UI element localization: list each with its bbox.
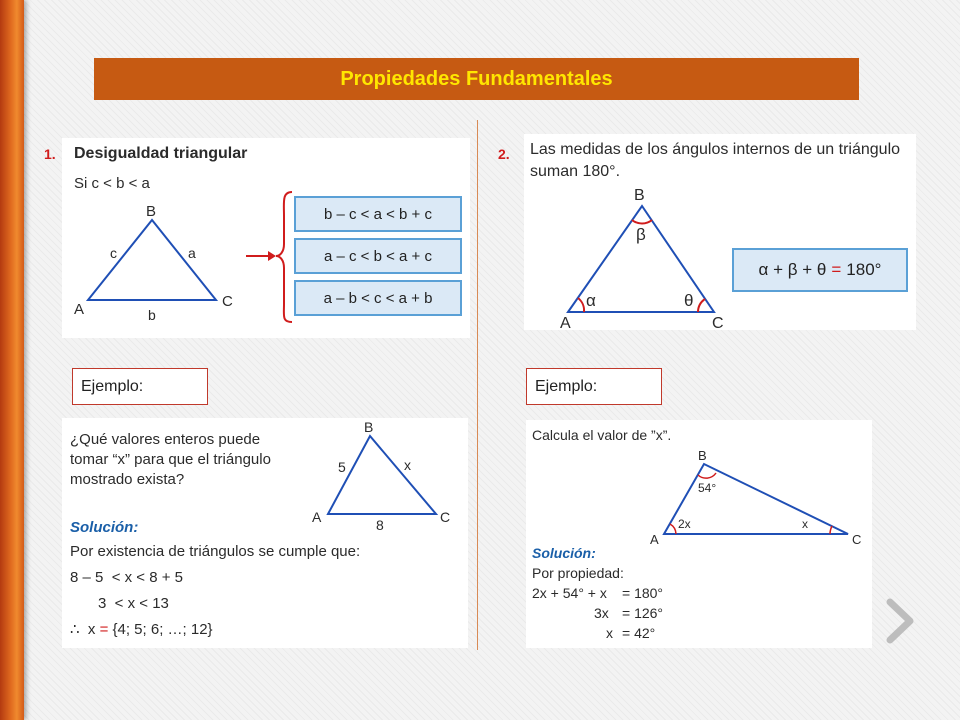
example2-solution-line4-rhs: = 42°: [622, 625, 656, 641]
example1-solution-line1: Por existencia de triángulos se cumple que:: [70, 543, 361, 560]
example2-card: [526, 420, 872, 648]
example2-solution-line4-lhs: x: [606, 625, 613, 641]
example1-solution-set: {4; 5; 6; …; 12}: [112, 621, 213, 638]
example2-angle-arc-c: [830, 526, 832, 534]
section2-statement-line1: Las medidas de los ángulos internos de un triángulo: [530, 141, 901, 158]
example1-triangle: [328, 436, 436, 514]
example2-solution-label: Solución:: [532, 545, 596, 561]
section1-number: 1.: [44, 146, 56, 162]
section2-vertex-a: A: [560, 315, 571, 330]
example1-solution-line4: [70, 620, 213, 640]
example2-angle-b: 54°: [698, 481, 717, 495]
section1-card: [44, 138, 470, 338]
section2-triangle-diagram: [524, 134, 744, 330]
example2-angle-arc-b: [698, 473, 716, 478]
example2-triangle-diagram: [526, 420, 872, 550]
example1-equals: =: [99, 621, 109, 638]
next-slide-chevron-icon[interactable]: [886, 598, 916, 644]
example2-angle-a: 2x: [678, 517, 691, 531]
section1-vertex-a: A: [74, 301, 85, 318]
example1-question-line3: mostrado exista?: [70, 471, 185, 488]
section1-vertex-c: C: [222, 293, 233, 310]
section1-arrow-head: [268, 251, 276, 261]
section2-formula-eq: =: [831, 260, 842, 279]
example2-solution-line2-rhs: = 180°: [622, 585, 664, 601]
section2-vertex-b: B: [634, 187, 645, 204]
section2-vertex-c: C: [712, 315, 724, 330]
section2-angle-theta: θ: [684, 291, 694, 310]
section1-heading: Desigualdad triangular: [74, 145, 248, 162]
section2-angle-arc-theta: [698, 299, 705, 312]
example1-question-line2: tomar “x” para que el triángulo: [70, 451, 271, 468]
section1-condition: Si c < b < a: [74, 175, 150, 192]
column-divider: [477, 120, 478, 650]
example1-solution-label: Solución:: [70, 519, 139, 536]
example1-side-bc: x: [404, 457, 411, 473]
example1-therefore-x: ∴ x: [70, 621, 96, 638]
example1-side-ac: 8: [376, 517, 384, 533]
example1-vertex-c: C: [440, 509, 451, 525]
example2-angle-arc-a: [670, 524, 676, 534]
section2-card: [498, 134, 916, 330]
section2-angle-alpha: α: [586, 291, 596, 310]
example1-label: Ejemplo:: [72, 368, 208, 405]
example1-card: [62, 418, 468, 648]
example2-vertex-b: B: [698, 448, 707, 463]
example2-solution-line2-lhs: 2x + 54° + x: [532, 585, 607, 601]
example2-label: Ejemplo:: [526, 368, 662, 405]
example2-solution-line1: Por propiedad:: [532, 565, 624, 581]
example1-question-line1: ¿Qué valores enteros puede: [70, 431, 261, 448]
section2-formula-rhs: 180°: [846, 260, 882, 279]
section2-number: 2.: [498, 146, 510, 162]
section2-formula-lhs: α + β + θ: [758, 260, 827, 279]
section1-side-b: b: [148, 307, 156, 323]
example2-vertex-a: A: [650, 532, 659, 547]
example2-solution-line3-lhs: 3x: [594, 605, 609, 621]
example1-side-ab: 5: [338, 459, 346, 475]
section1-inequality-1: b – c < a < b + c: [294, 196, 462, 232]
section2-angle-arc-beta: [632, 220, 652, 224]
section1-brace: [276, 192, 292, 322]
slide-title: Propiedades Fundamentales: [94, 58, 859, 100]
example2-question: Calcula el valor de ”x”.: [532, 427, 672, 443]
example2-triangle: [664, 464, 848, 534]
example1-solution-line2: 8 – 5 < x < 8 + 5: [70, 569, 183, 586]
example1-vertex-b: B: [364, 419, 374, 435]
section1-side-c: c: [110, 245, 117, 261]
example2-angle-c: x: [802, 517, 808, 531]
section2-angle-beta: β: [636, 225, 646, 244]
section1-vertex-b: B: [146, 203, 157, 220]
section2-angle-arc-alpha: [578, 298, 584, 312]
section1-inequality-3: a – b < c < a + b: [294, 280, 462, 316]
example2-vertex-c: C: [852, 532, 862, 547]
example1-solution-line3: 3 < x < 13: [98, 595, 169, 612]
section1-side-a: a: [188, 245, 196, 261]
section1-inequality-2: a – c < b < a + c: [294, 238, 462, 274]
left-accent-bar: [0, 0, 24, 720]
section2-formula-box: [732, 248, 908, 292]
section1-triangle: [88, 220, 216, 300]
section2-statement-line2: suman 180°.: [530, 163, 621, 180]
example2-solution-line3-rhs: = 126°: [622, 605, 664, 621]
example1-vertex-a: A: [312, 509, 322, 525]
